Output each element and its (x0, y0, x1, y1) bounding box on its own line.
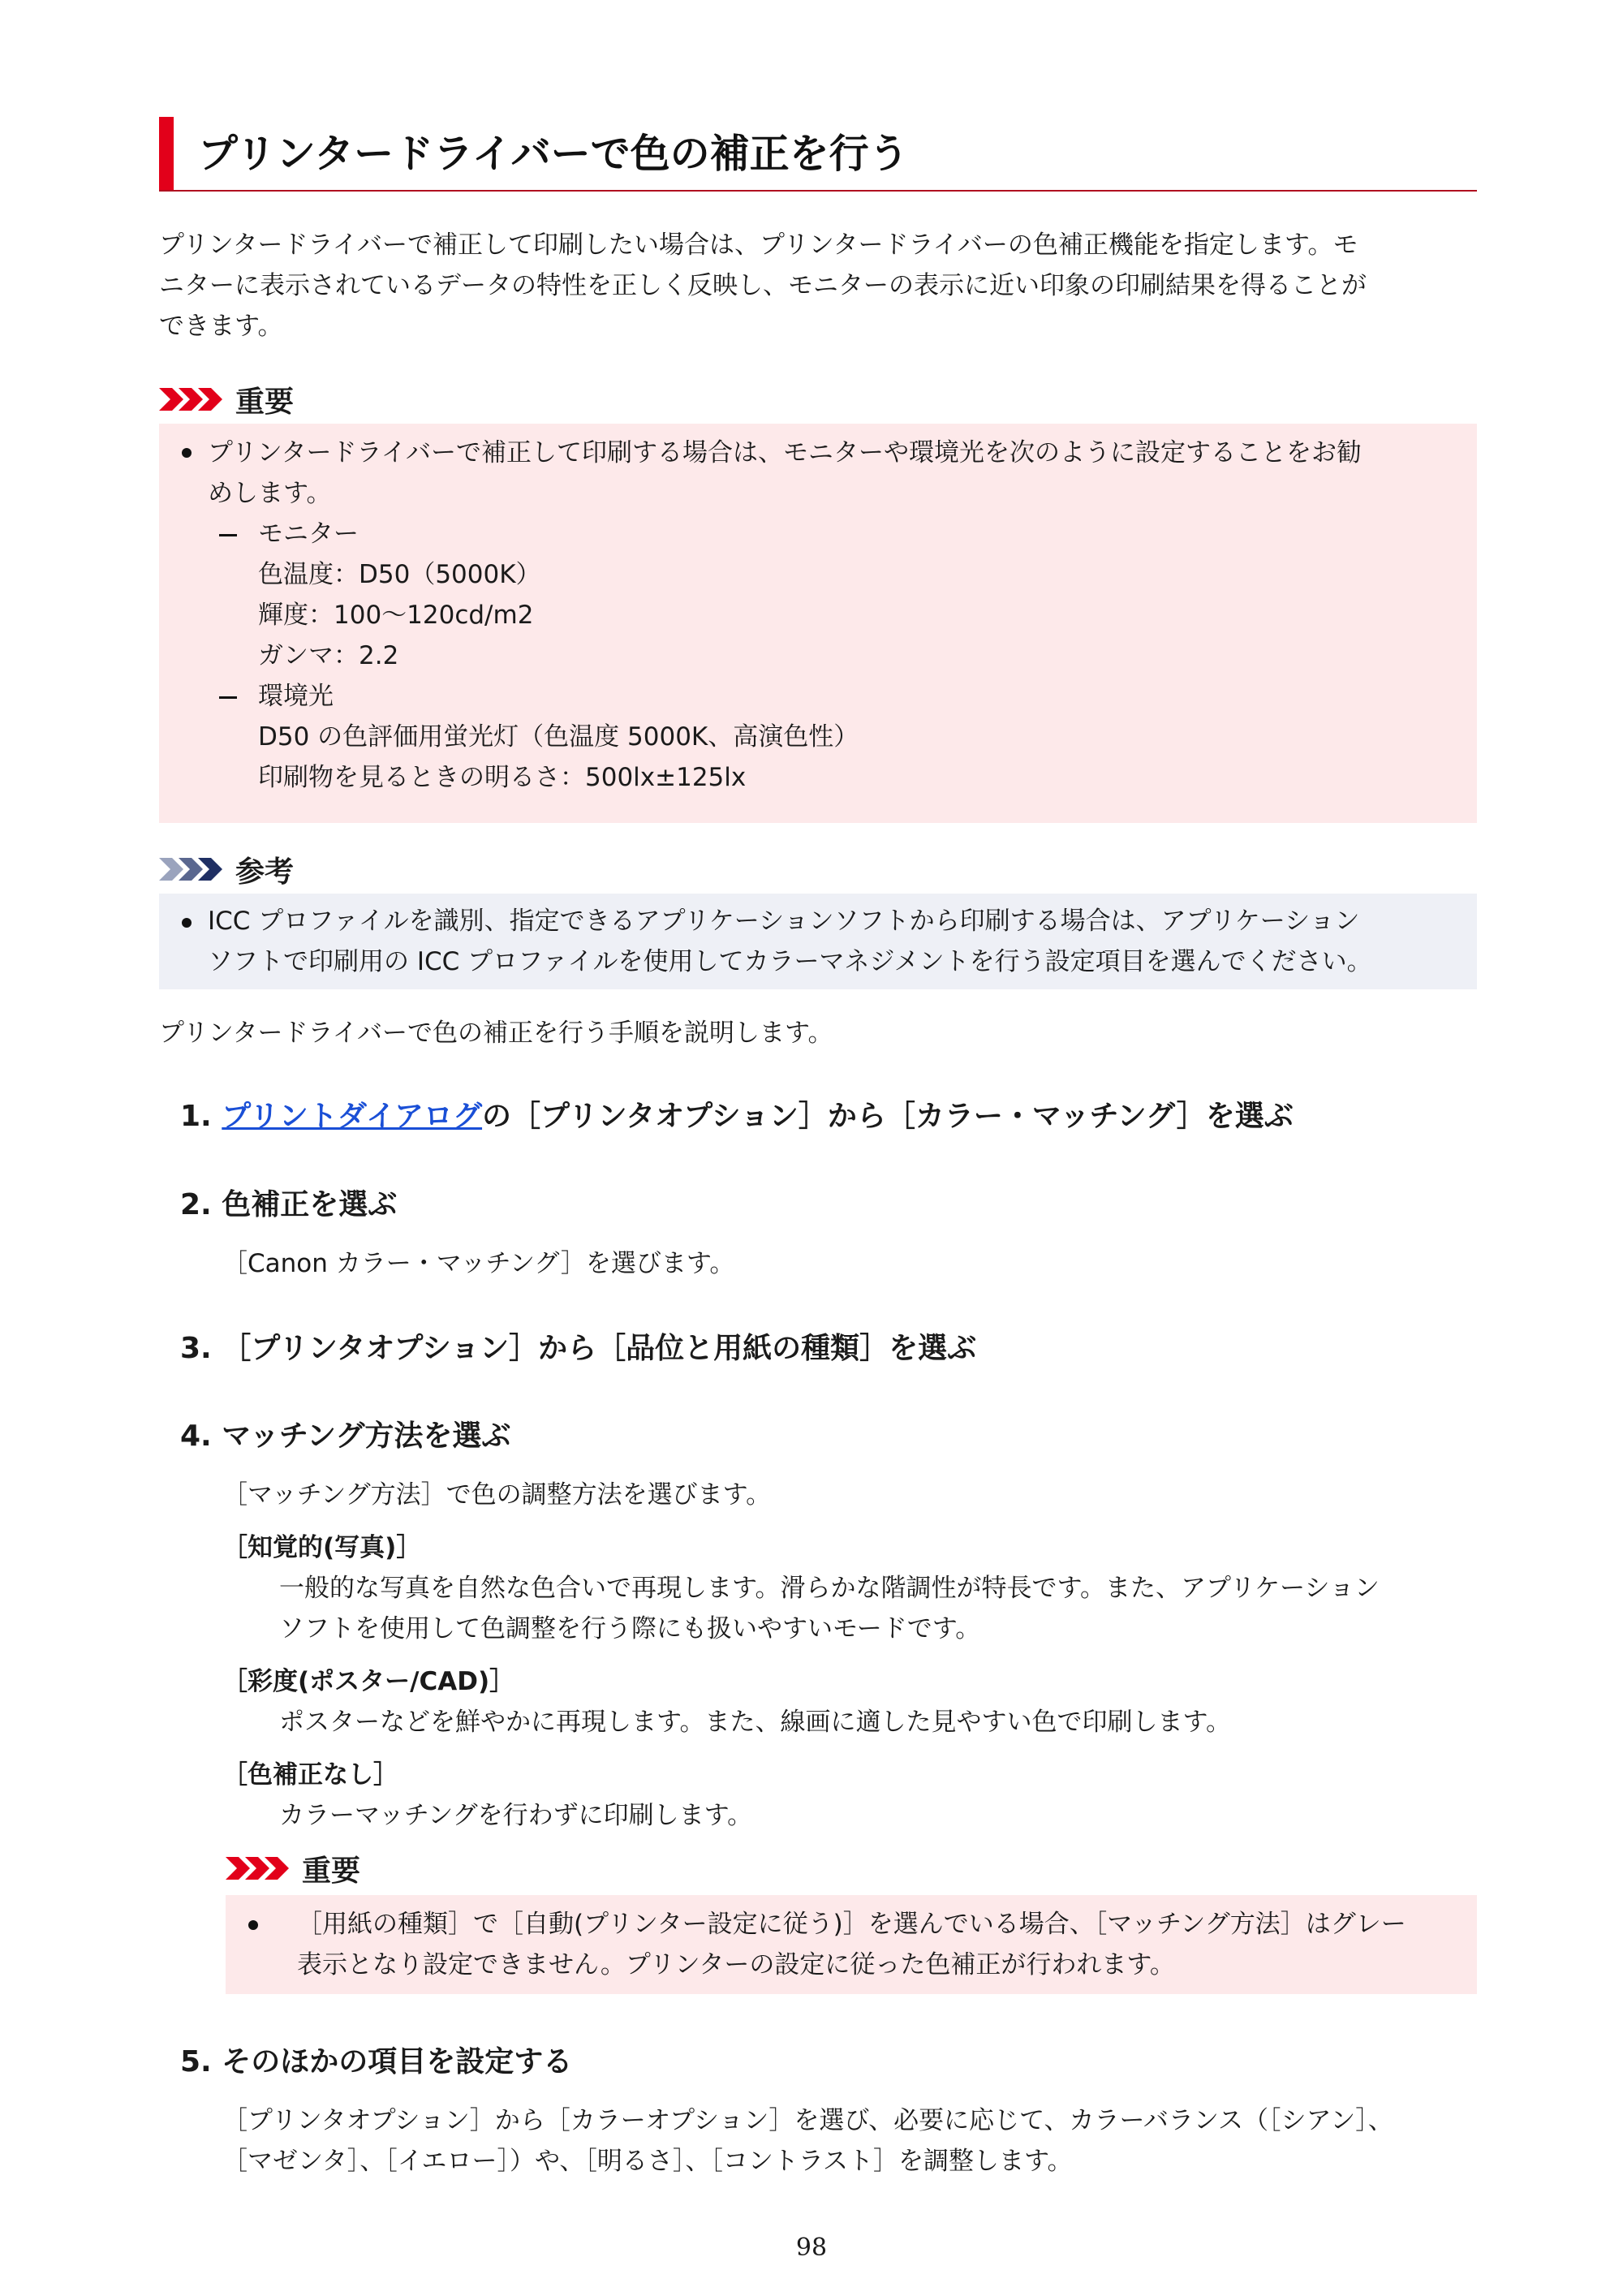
important-bullet-line: めします。 (208, 479, 332, 508)
monitor-setting: 輝度：100～120cd/m2 (258, 601, 534, 630)
note-label: 参考 (235, 855, 295, 889)
important-label: 重要 (235, 385, 295, 419)
ambient-setting: D50 の色評価用蛍光灯（色温度 5000K、高演色性） (258, 722, 859, 752)
dash-marker (219, 696, 237, 699)
note-chevrons-icon (159, 858, 226, 881)
step-number: 3. (180, 1332, 212, 1365)
step-4-heading (180, 1416, 510, 1457)
monitor-setting: 色温度：D50（5000K） (258, 560, 541, 589)
step-number: 1. (180, 1100, 212, 1133)
monitor-label: モニター (258, 519, 359, 549)
monitor-setting: ガンマ：2.2 (258, 641, 399, 670)
step-5-heading (180, 2042, 572, 2083)
step-2-description: ［Canon カラー・マッチング］を選びます。 (222, 1249, 735, 1278)
option-term-perceptual: ［知覚的(写真)］ (222, 1533, 422, 1562)
important-bullet-line: 表示となり設定できません。プリンターの設定に従った色補正が行われます。 (297, 1950, 1175, 1979)
important-bullet-line: プリンタードライバーで補正して印刷する場合は、モニターや環境光を次のように設定することをお勧 (208, 438, 1362, 467)
intro-line: プリンタードライバーで補正して印刷したい場合は、プリンタードライバーの色補正機能を指定します。モ (159, 230, 1358, 260)
step-5-description: ［プリンタオプション］から［カラーオプション］を選び、必要に応じて、カラーバランス（［シアン］、 (222, 2106, 1393, 2135)
step-3-text: ［プリンタオプション］から［品位と用紙の種類］を選ぶ (222, 1332, 977, 1365)
page-title: プリンタードライバーで色の補正を行う (198, 131, 909, 177)
option-description: ポスターなどを鮮やかに再現します。また、線画に適した見やすい色で印刷します。 (279, 1708, 1232, 1737)
step-3-heading (180, 1329, 976, 1369)
step-2-heading (180, 1185, 397, 1226)
important-box (226, 1895, 1477, 1994)
bullet-dot (248, 1920, 258, 1930)
option-term-saturation: ［彩度(ポスター/CAD)］ (222, 1667, 515, 1696)
step-number: 5. (180, 2045, 212, 2078)
procedure-intro: プリンタードライバーで色の補正を行う手順を説明します。 (159, 1019, 833, 1048)
step-5-text: そのほかの項目を設定する (222, 2045, 573, 2078)
intro-line: できます。 (159, 312, 283, 341)
option-term-none: ［色補正なし］ (222, 1760, 398, 1790)
important-chevrons-icon (159, 388, 226, 411)
important-box (159, 424, 1477, 823)
print-dialog-link[interactable]: プリントダイアログ (222, 1100, 483, 1133)
option-description: ソフトを使用して色調整を行う際にも扱いやすいモードです。 (279, 1614, 981, 1643)
note-bullet-line: ソフトで印刷用の ICC プロファイルを使用してカラーマネジメントを行う設定項目を選んでください。 (208, 947, 1372, 976)
note-box (159, 894, 1477, 989)
step-2-text: 色補正を選ぶ (222, 1188, 398, 1221)
step-1-text: の［プリンタオプション］から［カラー・マッチング］を選ぶ (482, 1100, 1294, 1133)
step-number: 2. (180, 1188, 212, 1221)
page-number: 98 (795, 2234, 828, 2262)
important-chevrons-icon (226, 1857, 292, 1880)
important-bullet-line: ［用紙の種類］で［自動(プリンター設定に従う)］を選んでいる場合、［マッチング方法］はグレー (297, 1910, 1406, 1939)
note-bullet-line: ICC プロファイルを識別、指定できるアプリケーションソフトから印刷する場合は、アプリケーション (208, 907, 1360, 936)
option-description: カラーマッチングを行わずに印刷します。 (279, 1801, 753, 1830)
title-underline (159, 190, 1477, 192)
title-accent-bar (159, 117, 174, 190)
intro-line: ニターに表示されているデータの特性を正しく反映し、モニターの表示に近い印象の印刷結果を得ることが (159, 271, 1367, 300)
bullet-dot (182, 448, 192, 458)
important-label: 重要 (302, 1854, 361, 1888)
dash-marker (219, 534, 237, 536)
option-description: 一般的な写真を自然な色合いで再現します。滑らかな階調性が特長です。また、アプリケーション (279, 1574, 1380, 1603)
important-header (226, 1850, 360, 1886)
step-5-description: ［マゼンタ］、［イエロー］）や、［明るさ］、［コントラスト］を調整します。 (222, 2147, 1073, 2176)
step-4-text: マッチング方法を選ぶ (222, 1419, 511, 1453)
ambient-label: 環境光 (258, 682, 334, 711)
ambient-setting: 印刷物を見るときの明るさ：500lx±125lx (258, 763, 747, 792)
important-header (159, 381, 294, 417)
step-4-description: ［マッチング方法］で色の調整方法を選びます。 (222, 1480, 772, 1510)
note-header (159, 851, 294, 887)
intro-paragraph (159, 225, 1490, 347)
step-number: 4. (180, 1419, 212, 1453)
step-1-heading (180, 1096, 1294, 1137)
bullet-dot (182, 918, 192, 928)
